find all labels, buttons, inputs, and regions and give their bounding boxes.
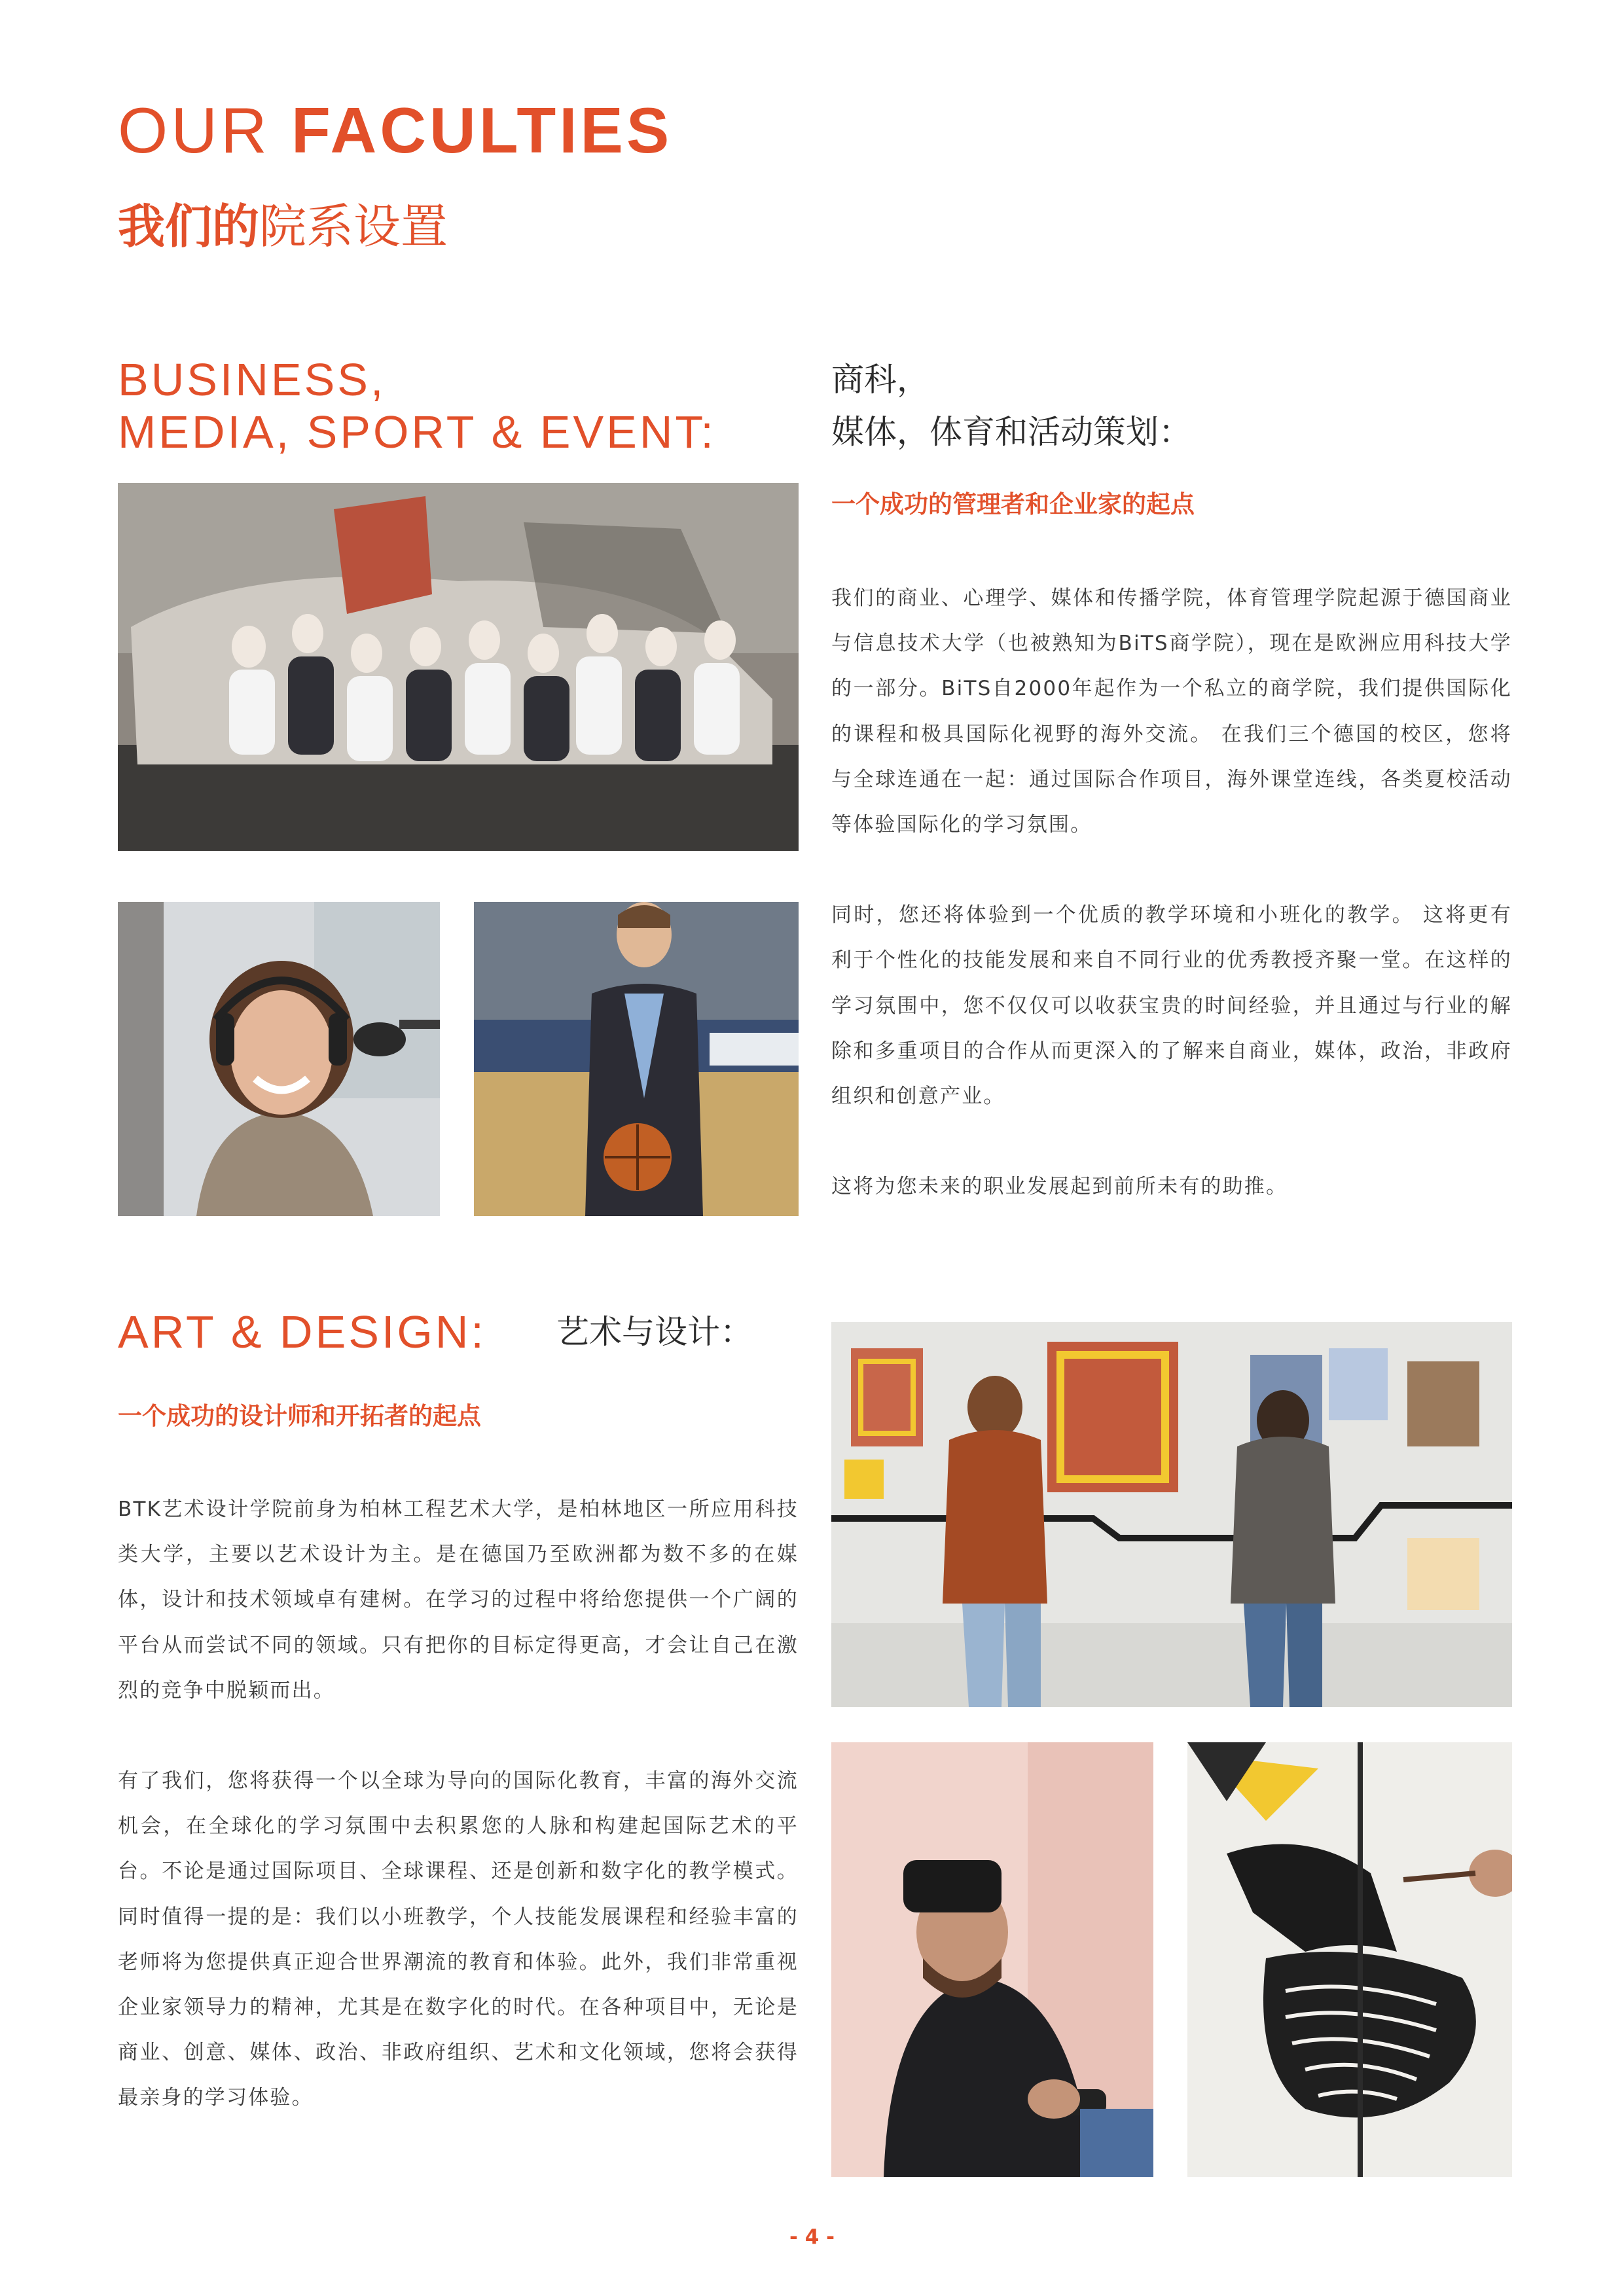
photo-bird-painting (1187, 1742, 1512, 2177)
business-title-cn-line2: 媒体，体育和活动策划： (831, 413, 1191, 451)
art-paragraph-2: 有了我们，您将获得一个以全球为导向的国际化教育，丰富的海外交流机会，在全球化的学习氛围中去积累您的人脉和构建起国际艺术的平台。不论是通过国际项目、全球课程、还是创新和数字化的教学模式。同时值得一提的是：我们以小班教学，个人技能发展课程和经验丰富的老师将为您提供真正迎合世界潮流的教育和体验。此外，我们非常重视企业家领导力的精神，尤其是在数字化的时代。在各种项目中，无论是商业、创意、媒体、政治、非政府组织、艺术和文化领域，您将会获得最亲身的学习体验。 (118, 1769, 799, 2110)
business-paragraph-3: 这将为您未来的职业发展起到前所未有的助推。 (831, 1175, 1288, 1199)
business-title-cn-line1: 商科， (831, 361, 929, 399)
business-body (831, 576, 1512, 1210)
business-title-en-line2: MEDIA, SPORT & EVENT: (118, 406, 716, 457)
business-title-en (118, 353, 716, 458)
page-title-bold: FACULTIES (291, 94, 673, 166)
business-title-cn (831, 353, 1191, 458)
page-title-cn (118, 199, 448, 254)
photo-students-wall-art (831, 1322, 1512, 1707)
photo-group-car (118, 483, 799, 851)
art-subtitle: 一个成功的设计师和开拓者的起点 (118, 1402, 481, 1430)
art-paragraph-1: BTK艺术设计学院前身为柏林工程艺术大学，是柏林地区一所应用科技类大学，主要以艺术设计为主。是在德国乃至欧洲都为数不多的在媒体，设计和技术领域卓有建树。在学习的过程中将给您提供一个广阔的平台从而尝试不同的领域。只有把你的目标定得更高，才会让自己在激烈的竞争中脱颖而出。 (118, 1498, 799, 1702)
business-title-en-line1: BUSINESS, (118, 354, 386, 405)
page-title-cn-rest: 院系设置 (259, 199, 448, 254)
art-title-en: ART & DESIGN: (118, 1306, 486, 1357)
business-paragraph-2: 同时，您还将体验到一个优质的教学环境和小班化的教学。 这将更有利于个性化的技能发展和来自不同行业的优秀教授齐聚一堂。在这样的学习氛围中，您不仅仅可以收获宝贵的时间经验，并且通过与行业的解除和多重项目的合作从而更深入的了解来自商业，媒体，政治，非政府组织和创意产业。 (831, 903, 1512, 1109)
photo-man-vr (831, 1742, 1153, 2177)
art-body (118, 1487, 799, 2121)
page-number: - 4 - (789, 2225, 835, 2249)
page-title (118, 94, 673, 166)
business-subtitle: 一个成功的管理者和企业家的起点 (831, 490, 1195, 518)
page-title-light: OUR (118, 94, 291, 166)
art-title-cn: 艺术与设计： (556, 1313, 753, 1351)
business-paragraph-1: 我们的商业、心理学、媒体和传播学院，体育管理学院起源于德国商业与信息技术大学（也被熟知为BiTS商学院），现在是欧洲应用科技大学的一部分。BiTS自2000年起作为一个私立的商学院，我们提供国际化的课程和极具国际化视野的海外交流。 在我们三个德国的校区，您将与全球连通在一起：通过国际合作项目，海外课堂连线，各类夏校活动等体验国际化的学习氛围。 (831, 586, 1512, 837)
page-title-cn-bold: 我们的 (118, 199, 260, 254)
photo-woman-headphones (118, 902, 440, 1216)
photo-man-basketball (474, 902, 799, 1216)
